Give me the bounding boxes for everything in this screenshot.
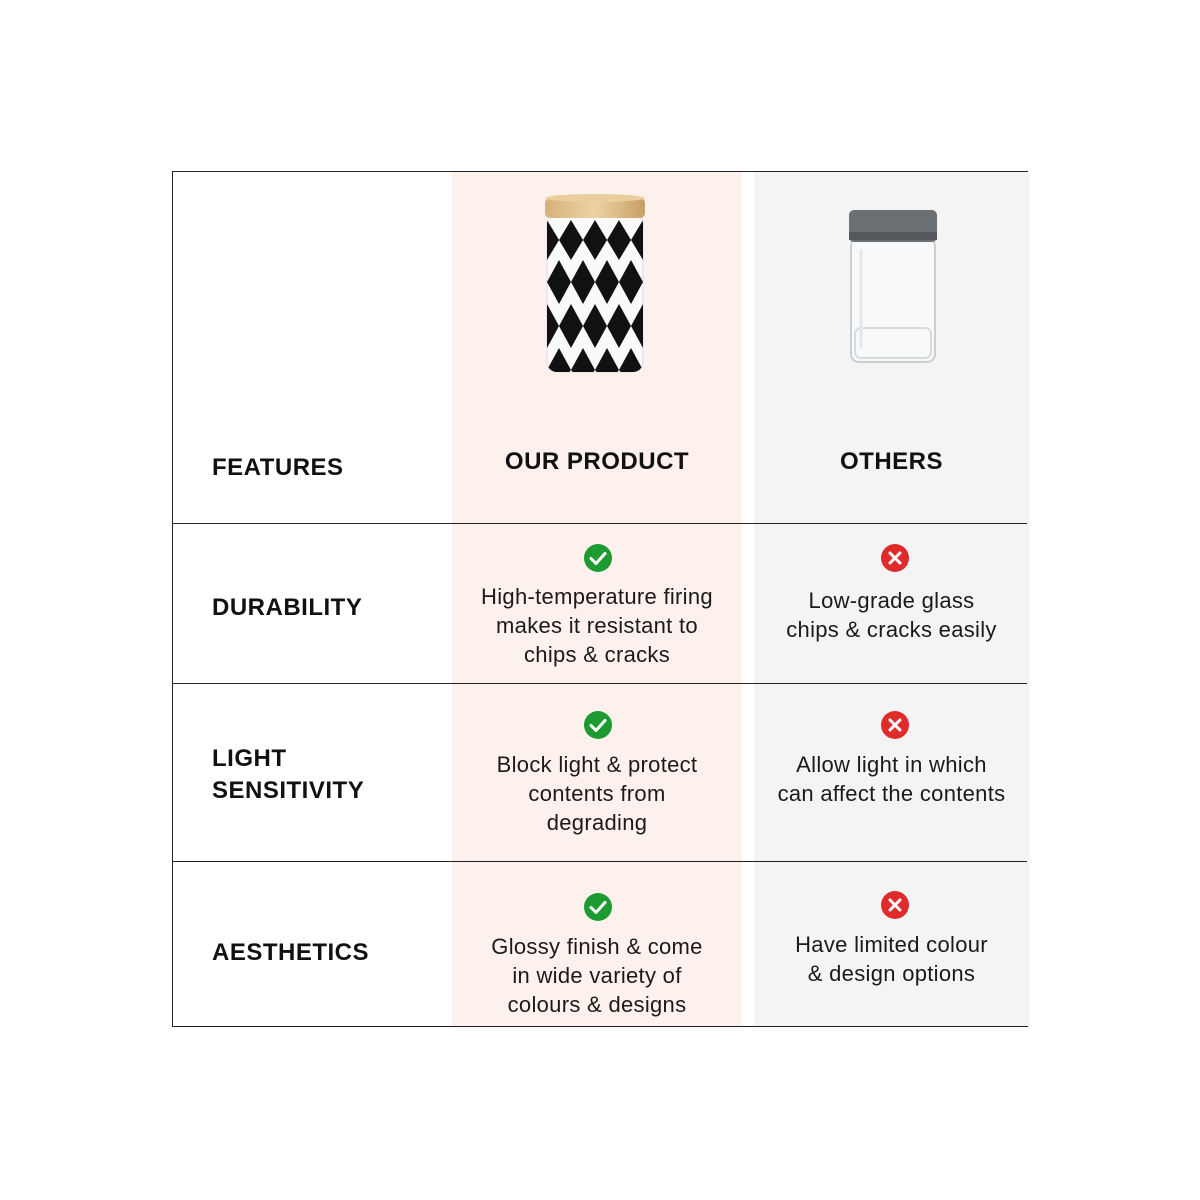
glass-jar-image — [845, 208, 941, 366]
others-aesthetics-text: Have limited colour & design options — [795, 932, 988, 986]
check-icon — [583, 710, 613, 740]
row-divider — [173, 683, 1027, 684]
others-header: OTHERS — [839, 448, 943, 475]
cross-icon — [880, 710, 910, 740]
our-product-header: OUR PRODUCT — [504, 448, 690, 475]
others-durability-text: Low-grade glass chips & cracks easily — [786, 588, 997, 642]
check-icon — [583, 892, 613, 922]
others-light-text: Allow light in which can affect the contents — [777, 752, 1006, 806]
comparison-table — [172, 171, 1028, 1027]
ours-durability-text: High-temperature firing makes it resistant to chips & cracks — [481, 584, 713, 667]
row-divider — [173, 861, 1027, 862]
features-header: FEATURES — [212, 454, 344, 481]
cross-icon — [880, 543, 910, 573]
ours-aesthetics-text: Glossy finish & come in wide variety of colours & designs — [491, 934, 703, 1017]
feature-aesthetics: AESTHETICS — [212, 939, 370, 966]
check-icon — [583, 543, 613, 573]
row-divider — [173, 523, 1027, 524]
ours-light-text: Block light & protect contents from degrading — [496, 752, 698, 835]
ceramic-jar-image — [539, 184, 651, 376]
feature-durability: DURABILITY — [212, 594, 363, 621]
cross-icon — [880, 890, 910, 920]
feature-light-sensitivity: LIGHT SENSITIVITY — [212, 745, 365, 804]
